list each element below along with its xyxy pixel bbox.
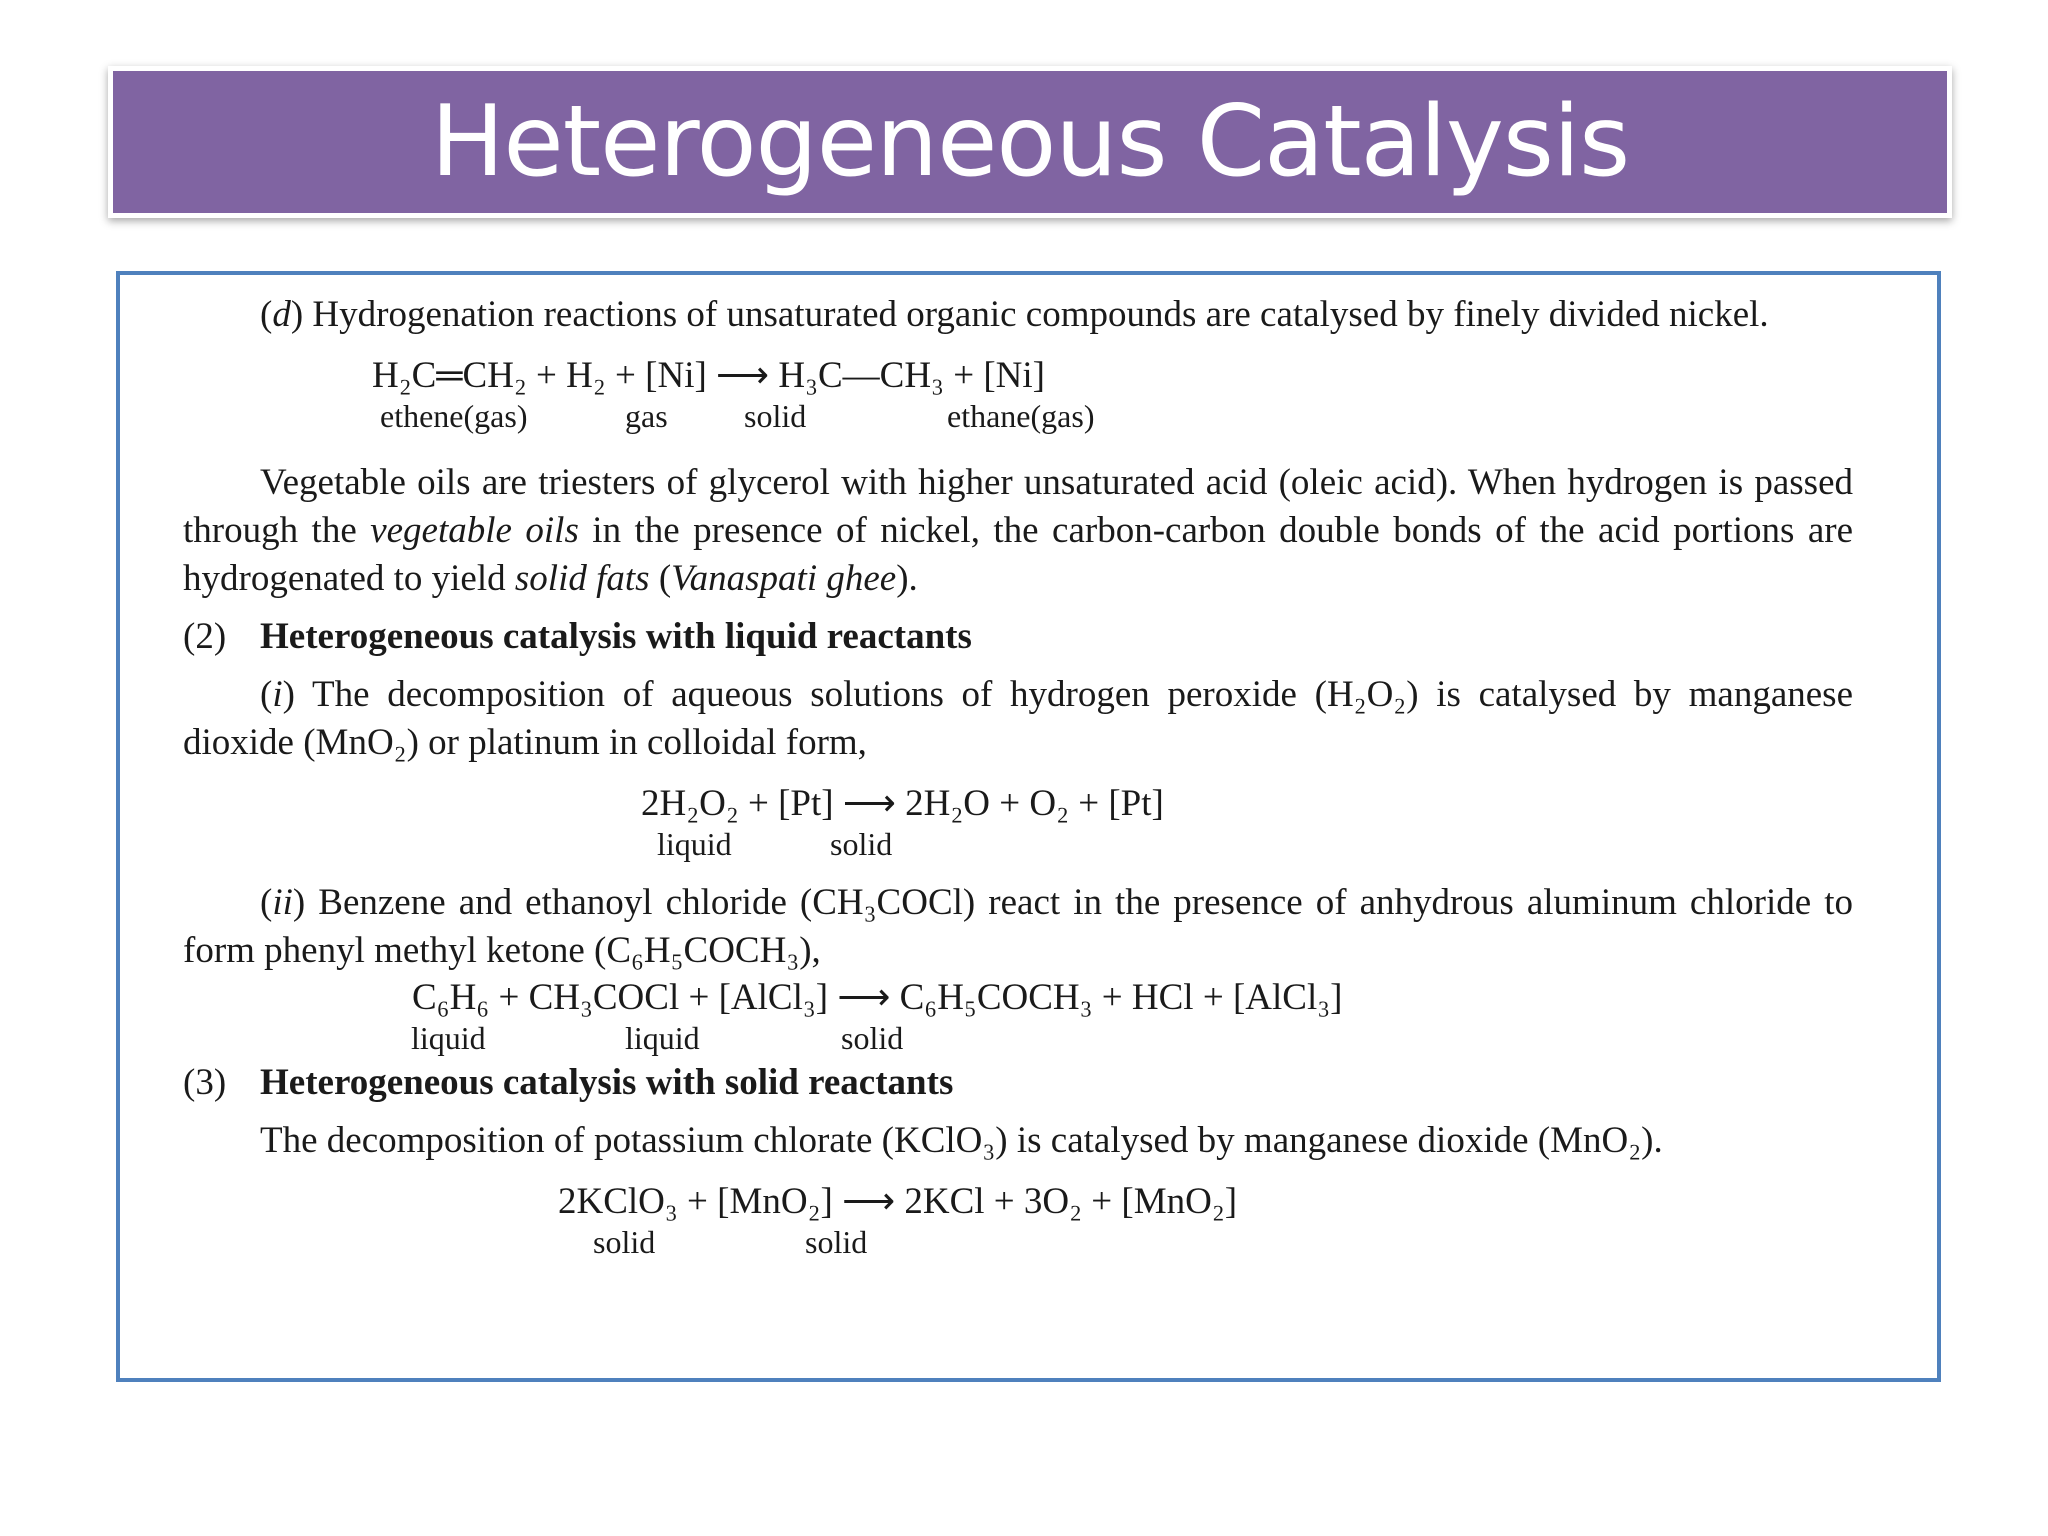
heading-3-text: Heterogeneous catalysis with solid reactants: [260, 1062, 954, 1103]
label-d-3: ethane(gas): [947, 398, 1095, 434]
heading-2-text: Heterogeneous catalysis with liquid reactants: [260, 616, 972, 657]
heading-2-number: (2): [183, 616, 227, 657]
label-3-1: solid: [805, 1224, 868, 1260]
title-bar: [108, 66, 1952, 218]
paragraph-i-text: The decomposition of aqueous solutions of hydrogen peroxide (H₂O₂) is catalysed by manganese dioxide (MnO₂) or platinum in colloidal form,: [183, 674, 1853, 763]
equation-i: 2H₂O₂ + [Pt] ⟶ 2H₂O + O₂ + [Pt]: [641, 783, 1164, 824]
paragraph-i: (i) The decomposition of aqueous solutions of hydrogen peroxide (H₂O₂) is catalysed by manganese dioxide (MnO₂) or platinum in colloidal form,: [183, 674, 1853, 763]
equation-d-labels: [183, 399, 1853, 437]
label-d-2: solid: [744, 398, 807, 434]
heading-3: [183, 1059, 1853, 1107]
equation-ii-row: [183, 975, 1853, 1021]
document-body: [183, 291, 1853, 1263]
paragraph-ii: (ii) Benzene and ethanoyl chloride (CH₃COCl) react in the presence of anhydrous aluminum chloride to form phenyl methyl ketone (C₆H₅COCH₃),: [183, 882, 1853, 971]
label-ii-1: liquid: [625, 1020, 700, 1056]
marker-ii: ii: [272, 882, 293, 923]
veg-text-1: Vegetable oils are triesters of glycerol with higher unsaturated acid (oleic acid). When hydrogen is passed through the: [183, 462, 1853, 551]
marker-d: d: [272, 294, 291, 335]
label-3-0: solid: [593, 1224, 656, 1260]
equation-d-row: [183, 353, 1853, 399]
paragraph-3: [183, 1117, 1853, 1165]
paragraph-vegetable-oils: [183, 459, 1853, 603]
paragraph-3-text: The decomposition of potassium chlorate (KClO₃) is catalysed by manganese dioxide (MnO₂).: [260, 1120, 1663, 1161]
equation-3: 2KClO₃ + [MnO₂] ⟶ 2KCl + 3O₂ + [MnO₂]: [558, 1181, 1238, 1222]
marker-i: i: [272, 674, 283, 715]
paragraph-ii-text: Benzene and ethanoyl chloride (CH₃COCl) react in the presence of anhydrous aluminum chloride to form phenyl methyl ketone (C₆H₅COCH₃),: [183, 882, 1853, 971]
veg-italic-2: solid fats: [514, 558, 650, 599]
equation-ii-labels: [183, 1021, 1853, 1059]
label-ii-2: solid: [841, 1020, 904, 1056]
paragraph-d: (d) Hydrogenation reactions of unsaturated organic compounds are catalysed by finely divided nickel.: [260, 294, 1769, 335]
slide-title: Heterogeneous Catalysis: [430, 85, 1630, 199]
veg-italic-1: vegetable oils: [370, 510, 579, 551]
label-d-1: gas: [625, 398, 668, 434]
label-d-0: ethene(gas): [380, 398, 528, 434]
content-box: [116, 271, 1941, 1382]
paragraph-d-text: Hydrogenation reactions of unsaturated organic compounds are catalysed by finely divided nickel.: [312, 294, 1769, 335]
equation-3-row: [183, 1179, 1853, 1225]
veg-italic-3: Vanaspati ghee: [671, 558, 897, 599]
equation-d: H₂C═CH₂ + H₂ + [Ni] ⟶ H₃C—CH₃ + [Ni]: [372, 355, 1045, 396]
veg-text-2: in the presence of nickel, the carbon-carbon double bonds of the acid portions are hydrogenated to yield: [183, 510, 1853, 599]
equation-3-labels: [183, 1225, 1853, 1263]
label-i-0: liquid: [657, 826, 732, 862]
equation-ii: C₆H₆ + CH₃COCl + [AlCl₃] ⟶ C₆H₅COCH₃ + HCl + [AlCl₃]: [412, 977, 1343, 1018]
veg-text-3: (: [649, 558, 672, 599]
heading-2: [183, 613, 1853, 661]
equation-i-labels: [183, 827, 1853, 865]
veg-text-4: ).: [896, 558, 918, 599]
heading-3-number: (3): [183, 1062, 227, 1103]
label-i-1: solid: [830, 826, 893, 862]
label-ii-0: liquid: [411, 1020, 486, 1056]
equation-i-row: [183, 781, 1853, 827]
